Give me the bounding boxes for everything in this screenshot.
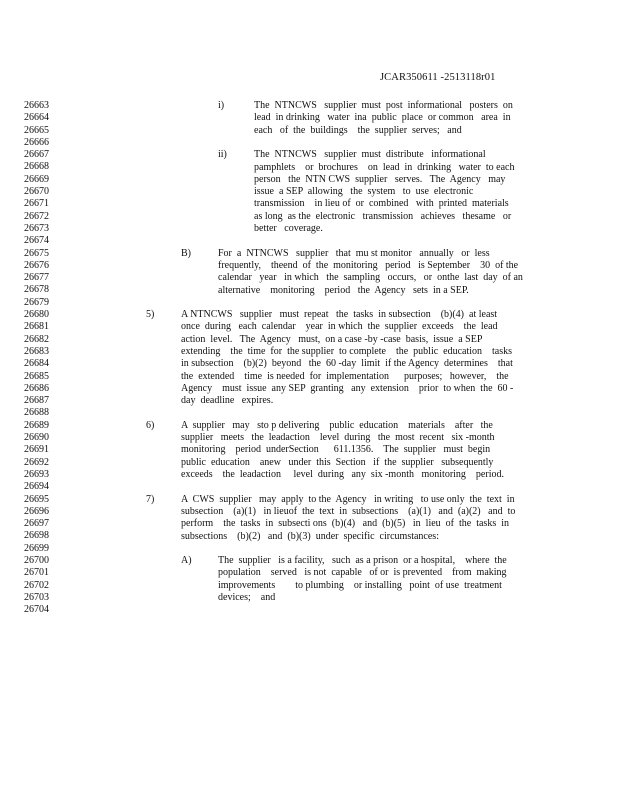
line-number: 26691 <box>24 444 49 456</box>
line-number: 26703 <box>24 591 49 603</box>
paragraph-line: Agency must issue any SEP granting any extension prior to when the 60 - <box>181 382 514 394</box>
line-number: 26670 <box>24 186 49 198</box>
line-number: 26664 <box>24 112 49 124</box>
paragraph-line: action level. The Agency must, on a case -by -case basis, issue a SEP <box>181 333 483 345</box>
paragraph-line: A CWS supplier may apply to the Agency in writing to use only the text in <box>181 493 515 505</box>
line-number: 26671 <box>24 198 49 210</box>
paragraph-line: issue a SEP allowing the system to use electronic <box>254 186 474 198</box>
line-number: 26675 <box>24 247 49 259</box>
line-number: 26692 <box>24 456 49 468</box>
line-number: 26701 <box>24 567 49 579</box>
paragraph-line: population served is not capable of or is prevented from making <box>218 567 507 579</box>
line-number: 26694 <box>24 481 49 493</box>
paragraph-line: better coverage. <box>254 223 323 234</box>
paragraph-line: day deadline expires. <box>181 395 274 407</box>
line-number-column <box>24 100 49 616</box>
paragraph-line: transmission in lieu of or combined with printed materials <box>254 198 509 210</box>
line-number: 26679 <box>24 296 49 308</box>
paragraph-line: pamphlets or brochures on lead in drinking water to each <box>254 161 515 173</box>
paragraph-line: calendar year in which the sampling occurs, or onthe last day of an <box>218 272 523 284</box>
paragraph-marker: A) <box>181 555 192 567</box>
line-number: 26680 <box>24 309 49 321</box>
paragraph-line: perform the tasks in subsecti ons (b)(4) and (b)(5) in lieu of the tasks in <box>181 518 509 530</box>
paragraph-line: monitoring period underSection 611.1356. The supplier must begin <box>181 444 491 456</box>
line-number: 26689 <box>24 419 49 431</box>
paragraph-line: the extended time is needed for implementation purposes; however, the <box>181 370 509 382</box>
line-number: 26698 <box>24 530 49 542</box>
paragraph-marker: 5) <box>146 309 155 321</box>
paragraph-marker: 6) <box>146 419 155 431</box>
line-number: 26666 <box>24 136 49 148</box>
paragraph-line: once during each calendar year in which the supplier exceeds the lead <box>181 321 498 333</box>
line-number: 26683 <box>24 345 49 357</box>
line-number: 26677 <box>24 272 49 284</box>
paragraph-line: lead in drinking water ina public place or common area in <box>254 112 511 124</box>
line-number: 26665 <box>24 124 49 136</box>
line-number: 26687 <box>24 395 49 407</box>
line-number: 26696 <box>24 505 49 517</box>
line-number: 26695 <box>24 493 49 505</box>
line-number: 26682 <box>24 333 49 345</box>
line-number: 26690 <box>24 432 49 444</box>
paragraph-line: alternative monitoring period the Agency sets in a SEP. <box>218 284 469 296</box>
paragraph-line: improvements to plumbing or installing point of use treatment <box>218 579 502 591</box>
paragraph-line: A supplier may sto p delivering public education materials after the <box>181 419 493 431</box>
line-number: 26697 <box>24 518 49 530</box>
line-number: 26667 <box>24 149 49 161</box>
paragraph-line: public education anew under this Section if the supplier subsequently <box>181 456 494 468</box>
line-number: 26685 <box>24 370 49 382</box>
paragraph-line: The NTNCWS supplier must post informational posters on <box>254 100 513 111</box>
paragraph-line: frequently, theend of the monitoring period is September 30 of the <box>218 259 519 271</box>
document-header: JCAR350611 -2513118r01 <box>380 72 496 83</box>
paragraph-line: For a NTNCWS supplier that mu st monitor annually or less <box>218 247 490 259</box>
line-number: 26678 <box>24 284 49 296</box>
line-number: 26668 <box>24 161 49 173</box>
line-number: 26669 <box>24 173 49 185</box>
line-number: 26699 <box>24 542 49 554</box>
paragraph-line: person the NTN CWS supplier serves. The Agency may <box>254 173 506 185</box>
paragraph-line: supplier meets the leadaction level during the most recent six -month <box>181 432 495 444</box>
line-number: 26684 <box>24 358 49 370</box>
paragraph-line: subsection (a)(1) in lieuof the text in subsections (a)(1) and (a)(2) and to <box>181 505 516 517</box>
paragraph-line: as long as the electronic transmission achieves thesame or <box>254 210 512 222</box>
paragraph-marker: i) <box>218 100 225 111</box>
line-number: 26673 <box>24 222 49 234</box>
paragraph-line: A NTNCWS supplier must repeat the tasks in subsection (b)(4) at least <box>181 309 498 321</box>
line-number: 26672 <box>24 210 49 222</box>
line-number: 26704 <box>24 604 49 616</box>
paragraph-line: each of the buildings the supplier serves; and <box>254 124 462 136</box>
paragraph-line: exceeds the leadaction level during any six -month monitoring period. <box>181 469 504 480</box>
line-number: 26674 <box>24 235 49 247</box>
paragraph-line: extending the time for the supplier to complete the public education tasks <box>181 346 513 357</box>
line-number: 26681 <box>24 321 49 333</box>
paragraph-marker: ii) <box>218 149 227 161</box>
line-number: 26702 <box>24 579 49 591</box>
line-number: 26693 <box>24 468 49 480</box>
paragraph-line: devices; and <box>218 592 276 603</box>
line-number: 26686 <box>24 382 49 394</box>
line-number: 26676 <box>24 259 49 271</box>
line-number: 26663 <box>24 100 49 111</box>
paragraph-line: The NTNCWS supplier must distribute informational <box>254 149 486 161</box>
paragraph-line: The supplier is a facility, such as a prison or a hospital, where the <box>218 555 507 567</box>
paragraph-line: subsections (b)(2) and (b)(3) under specific circumstances: <box>181 530 439 542</box>
line-number: 26688 <box>24 407 49 419</box>
paragraph-line: in subsection (b)(2) beyond the 60 -day limit if the Agency determines that <box>181 358 513 370</box>
paragraph-marker: 7) <box>146 493 155 505</box>
paragraph-marker: B) <box>181 247 191 259</box>
line-number: 26700 <box>24 554 49 566</box>
